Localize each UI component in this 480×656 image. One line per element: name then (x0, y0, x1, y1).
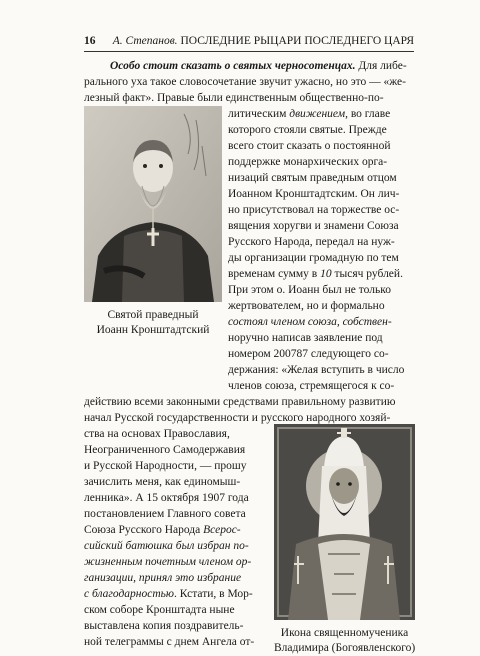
text-line (84, 554, 268, 570)
text-line (84, 442, 268, 458)
text-line (228, 298, 415, 314)
text-run: ной телеграммы с днем Ангела от- (84, 636, 255, 648)
text-run: зачислить меня, как единомыш- (84, 476, 241, 488)
text-run: , во главе (345, 108, 391, 120)
text-line (228, 250, 415, 266)
text-line (228, 154, 415, 170)
text-line (84, 618, 268, 634)
text-line (110, 58, 415, 74)
text-run: ды организации громадную по тем (228, 252, 399, 264)
text-run: Русского Народа, передал на нуж- (228, 236, 395, 248)
text-line (84, 458, 268, 474)
photo-john-of-kronstadt-image (84, 106, 222, 302)
text-line (228, 282, 415, 298)
text-run: вящения хоругви и знамени Союза (228, 220, 399, 232)
photo-john-caption-line1: Святой праведный (107, 309, 199, 321)
text-line (84, 570, 268, 586)
text-line (84, 394, 415, 410)
text-line (228, 138, 415, 154)
text-line (228, 170, 415, 186)
text-run: действию всеми законными средствами правильному развитию (84, 396, 396, 408)
text-run: тысяч рублей. (331, 268, 403, 280)
running-title (113, 31, 414, 51)
photo-john-caption (84, 308, 222, 338)
text-line (228, 186, 415, 202)
emphasis-text: Особо стоит сказать о святых черносотенцах. (110, 60, 356, 72)
italic-text: движением (289, 108, 346, 120)
text-run: низаций святым праведным отцом (228, 172, 397, 184)
text-run: норучно написав заявление под (228, 332, 383, 344)
text-line (228, 314, 415, 330)
text-run: Иоанном Кронштадтским. Он лич- (228, 188, 400, 200)
text-run: жертвователем, но и формально (228, 300, 385, 312)
text-line (228, 234, 415, 250)
text-run: . Кстати, в Мор- (174, 588, 253, 600)
text-run: Неограниченного Самодержавия (84, 444, 246, 456)
text-run: и Русской Народности, — прошу (84, 460, 247, 472)
text-run: рального уха такое словосочетание звучит ужасно, но это — «же- (84, 76, 406, 88)
italic-text: с благодарностью (84, 588, 174, 600)
text-line (228, 346, 415, 362)
text-line (228, 202, 415, 218)
italic-text: состоял членом союза, собствен- (228, 316, 392, 328)
text-line (84, 538, 268, 554)
text-run: поддержке монархических орга- (228, 156, 388, 168)
text-line (84, 474, 268, 490)
icon-vladimir-caption-line1: Икона священномученика (280, 627, 409, 639)
text-line (228, 378, 415, 394)
icon-vladimir-image (274, 424, 415, 620)
text-line (84, 490, 268, 506)
text-run: ства на основах Православия, (84, 428, 230, 440)
text-run: лезный факт». Правые были единственным общественно-по- (84, 92, 384, 104)
text-run: временам сумму в (228, 268, 321, 280)
text-run: ленника». А 15 октября 1907 года (84, 492, 249, 504)
text-run: всего стоит сказать о постоянной (228, 140, 391, 152)
icon-vladimir-caption-line2: Владимира (Богоявленского) (274, 642, 416, 654)
text-run: которого стояли святые. Прежде (228, 124, 387, 136)
text-run: Союза Русского Народа (84, 524, 204, 536)
header-book-title: ПОСЛЕДНИЕ РЫЦАРИ ПОСЛЕДНЕГО ЦАРЯ (180, 35, 414, 47)
header-author: А. Степанов. (112, 35, 178, 47)
italic-text: Всерос- (203, 524, 241, 536)
text-run: начал Русской государственности и русского народного хозяй- (84, 412, 391, 424)
text-line (84, 522, 268, 538)
text-line (84, 426, 268, 442)
text-run: членов союза, стремящегося к со- (228, 380, 395, 392)
text-line (84, 506, 268, 522)
text-run: но присутствовал на торжестве ос- (228, 204, 400, 216)
photo-john-caption-line2: Иоанн Кронштадтский (96, 324, 210, 336)
text-run: Для либе- (355, 60, 407, 72)
page-number: 16 (84, 35, 96, 47)
text-line (228, 106, 415, 122)
text-line (228, 266, 415, 282)
text-line (228, 362, 415, 378)
text-line (84, 74, 415, 90)
text-run: номером 200787 следующего со- (228, 348, 389, 360)
text-run: выставлена копия поздравитель- (84, 620, 244, 632)
italic-text: ганизации, принял это избрание (84, 572, 242, 584)
text-run: постановлением Главного совета (84, 508, 246, 520)
text-line (228, 330, 415, 346)
text-line (228, 122, 415, 138)
text-line (84, 634, 268, 650)
text-run: держания: «Желая вступить в число (228, 364, 405, 376)
italic-text: 10 (320, 268, 332, 280)
italic-text: сийский батюшка был избран по- (84, 540, 249, 552)
text-run: При этом о. Иоанн был не только (228, 284, 391, 296)
text-line (228, 218, 415, 234)
icon-vladimir-caption (274, 626, 415, 656)
italic-text: жизненным почетным членом ор- (84, 556, 252, 568)
text-line (84, 90, 415, 106)
text-line (84, 586, 268, 602)
running-header (84, 31, 414, 52)
icon-vladimir (274, 424, 415, 620)
text-run: литическим (228, 108, 290, 120)
text-run: ском соборе Кронштадта ныне (84, 604, 235, 616)
photo-john-of-kronstadt (84, 106, 222, 302)
text-line (84, 602, 268, 618)
